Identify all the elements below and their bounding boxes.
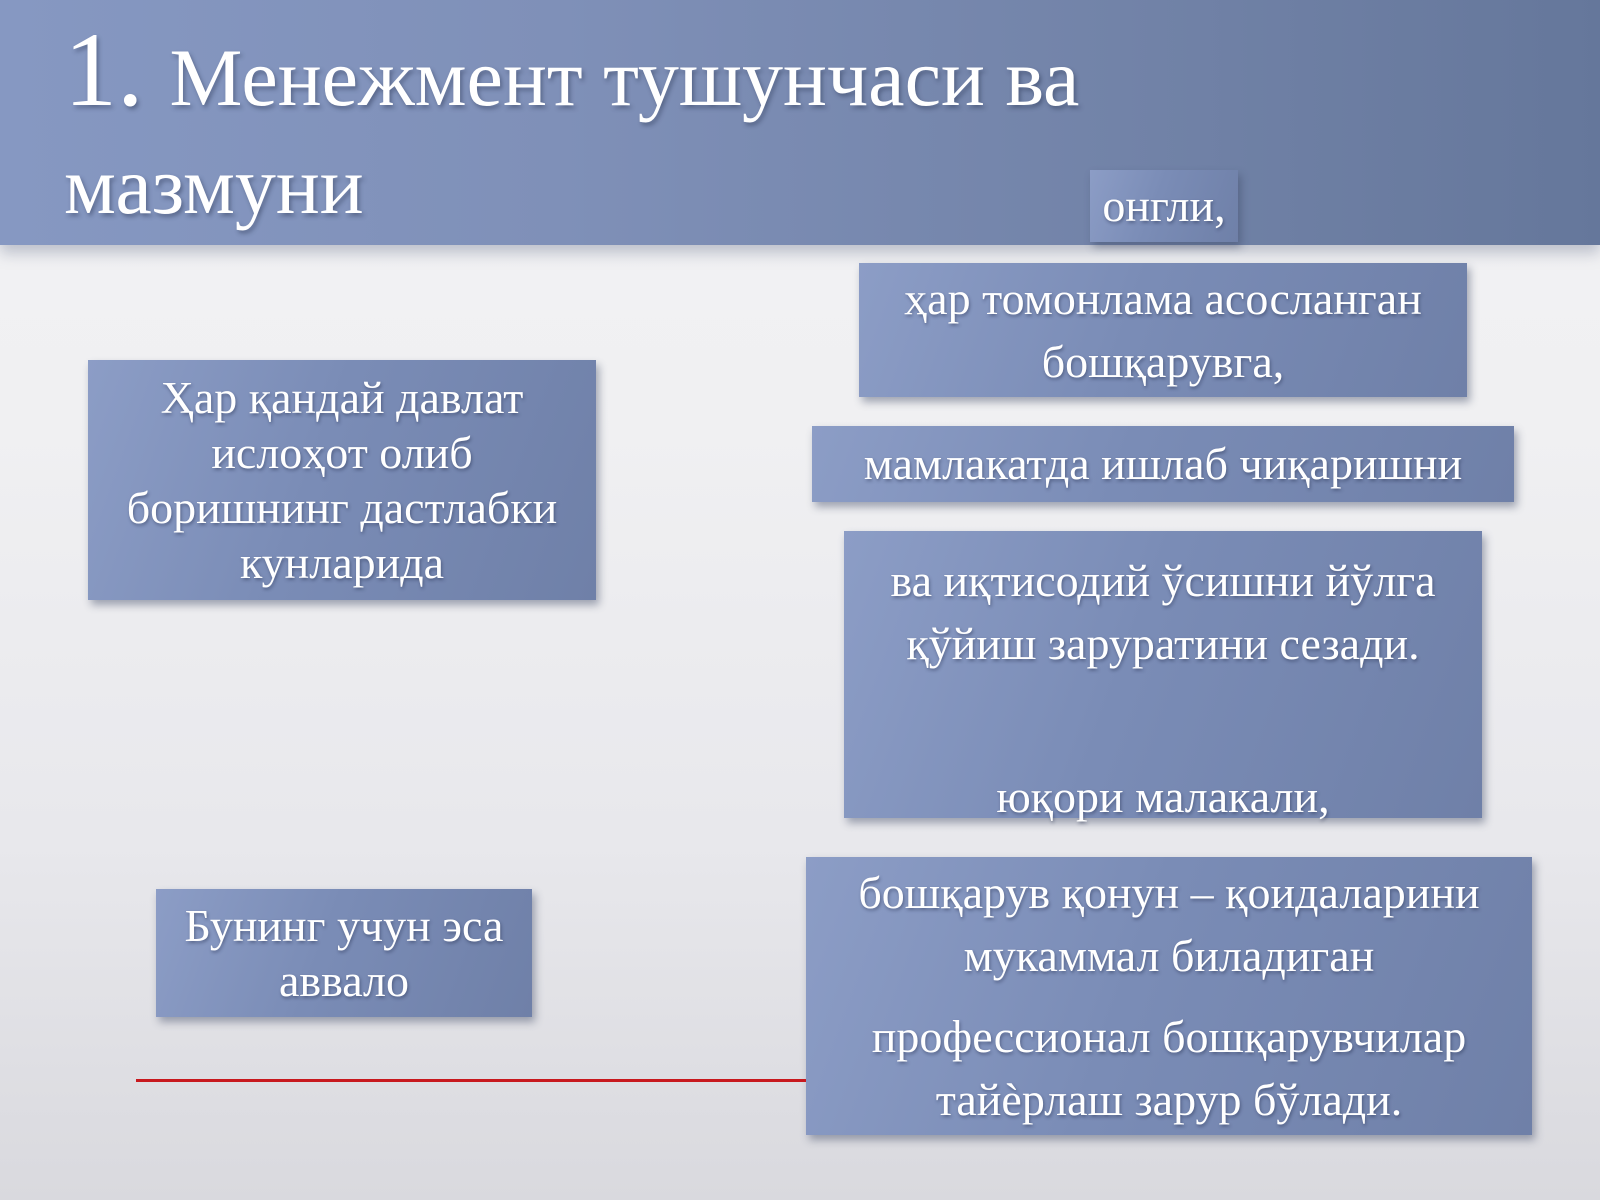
- text-box-state-reforms: Ҳар қандай давлат ислоҳот олиб боришнинг дастлабки кунларида: [88, 360, 596, 600]
- title-line-2: мазмуни: [64, 140, 364, 231]
- slide-title: [64, 11, 1264, 240]
- text-box-production: мамлакатда ишлаб чиқаришни: [812, 426, 1514, 502]
- text-box-professional-managers: бошқарув қонун – қоидаларини мукаммал биладиган профессионал бошқарувчилар тайѐрлаш зарур бўлади.: [806, 857, 1532, 1135]
- title-number: 1.: [64, 11, 144, 128]
- text-box-comprehensive-management: ҳар томонлама асосланган бошқарувга,: [859, 263, 1467, 397]
- text-box-conscious: онгли,: [1090, 170, 1238, 242]
- text-box-economic-growth: ва иқтисодий ўсишни йўлга қўйиш заруратини сезади. юқори малакали,: [844, 531, 1482, 818]
- red-underline: [136, 1079, 806, 1082]
- title-line-1: Менежмент тушунчаси ва: [169, 32, 1080, 123]
- text-box-for-this: Бунинг учун эса аввало: [156, 889, 532, 1017]
